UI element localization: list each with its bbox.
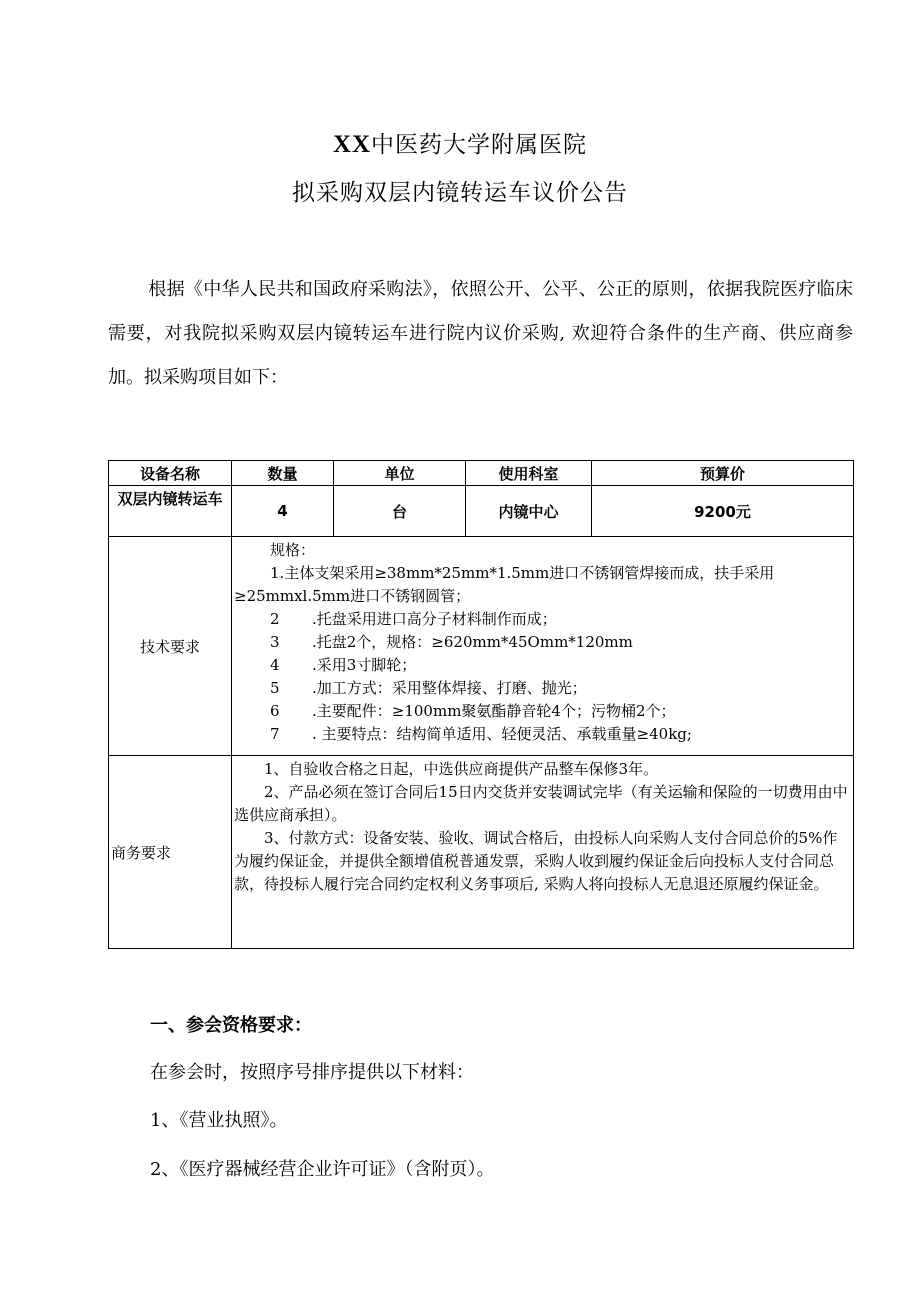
tech-line: 5 .加工方式：采用整体焊接、打磨、抛光； <box>270 679 587 697</box>
tech-line: 1.主体支架采用≥38mm*25mm*1.5mm进口不锈钢管焊接而成，扶手采用 <box>270 564 775 582</box>
department-cell: 内镜中心 <box>466 486 592 537</box>
procurement-table <box>108 460 854 949</box>
tech-requirements-label: 技术要求 <box>109 537 232 756</box>
budget-cell: 9200元 <box>592 486 854 537</box>
list-item: 1、《营业执照》。 <box>150 1110 288 1131</box>
business-requirements-row <box>109 756 854 949</box>
tech-requirements-row <box>109 537 854 756</box>
tech-line: 3 .托盘2个，规格：≥620mm*45Omm*120mm <box>270 633 633 651</box>
page-title <box>0 126 920 159</box>
tech-line: 7 . 主要特点：结构简单适用、轻便灵活、承载重量≥40kg; <box>270 725 692 743</box>
table-row <box>109 486 854 537</box>
tech-line: 4 .采用3寸脚轮； <box>270 656 417 674</box>
header-cell: 使用科室 <box>466 461 592 486</box>
header-cell: 单位 <box>334 461 466 486</box>
section-heading: 一、参会资格要求： <box>150 1015 312 1036</box>
tech-line: 2 .托盘采用进口高分子材料制作而成； <box>270 610 557 628</box>
page-subtitle: 拟采购双层内镜转运车议价公告 <box>292 180 628 206</box>
tech-line: 6 .主要配件：≥100mm聚氨酯静音轮4个；污物桶2个； <box>270 702 676 720</box>
quantity-cell: 4 <box>232 486 334 537</box>
business-item: 1、自验收合格之日起，中选供应商提供产品整车保修3年。 <box>264 760 659 778</box>
header-cell: 数量 <box>232 461 334 486</box>
business-requirements-label: 商务要求 <box>109 756 232 949</box>
table-header-row <box>109 461 854 486</box>
header-cell: 预算价 <box>592 461 854 486</box>
business-item: 2、产品必须在签订合同后15日内交货并安装调试完毕（有关运输和保险的一切费用由中选供应商承担）。 <box>234 783 848 824</box>
section-intro: 在参会时，按照序号排序提供以下材料： <box>150 1062 474 1083</box>
list-item: 2、《医疗器械经营企业许可证》（含附页）。 <box>150 1159 495 1180</box>
intro-text: 根据《中华人民共和国政府采购法》，依照公开、公平、公正的原则，依据我院医疗临床需要，对我院拟采购双层内镜转运车进行院内议价采购, 欢迎符合条件的生产商、供应商参加。拟采购项目如下： <box>108 279 853 388</box>
tech-spec-intro: 规格： <box>270 541 316 559</box>
tech-line: ≥25mmxl.5mm进口不锈钢圆管； <box>234 587 471 605</box>
business-item: 3、付款方式：设备安装、验收、调试合格后，由投标人向采购人支付合同总价的5%作为履约保证金，并提供全额增值税普通发票，采购人收到履约保证金后向投标人支付合同总款，待投标人履行完合同约定权利义务事项后, 采购人将向投标人无息退还原履约保证金。 <box>234 829 838 893</box>
intro-paragraph <box>108 268 853 400</box>
title-prefix: XX <box>332 131 372 158</box>
title-line1: 中医药大学附属医院 <box>371 132 588 158</box>
tech-requirements-content <box>232 537 854 756</box>
header-cell: 设备名称 <box>109 461 232 486</box>
equipment-name-cell: 双层内镜转运车 <box>109 486 232 537</box>
unit-cell: 台 <box>334 486 466 537</box>
business-requirements-content <box>232 756 854 949</box>
